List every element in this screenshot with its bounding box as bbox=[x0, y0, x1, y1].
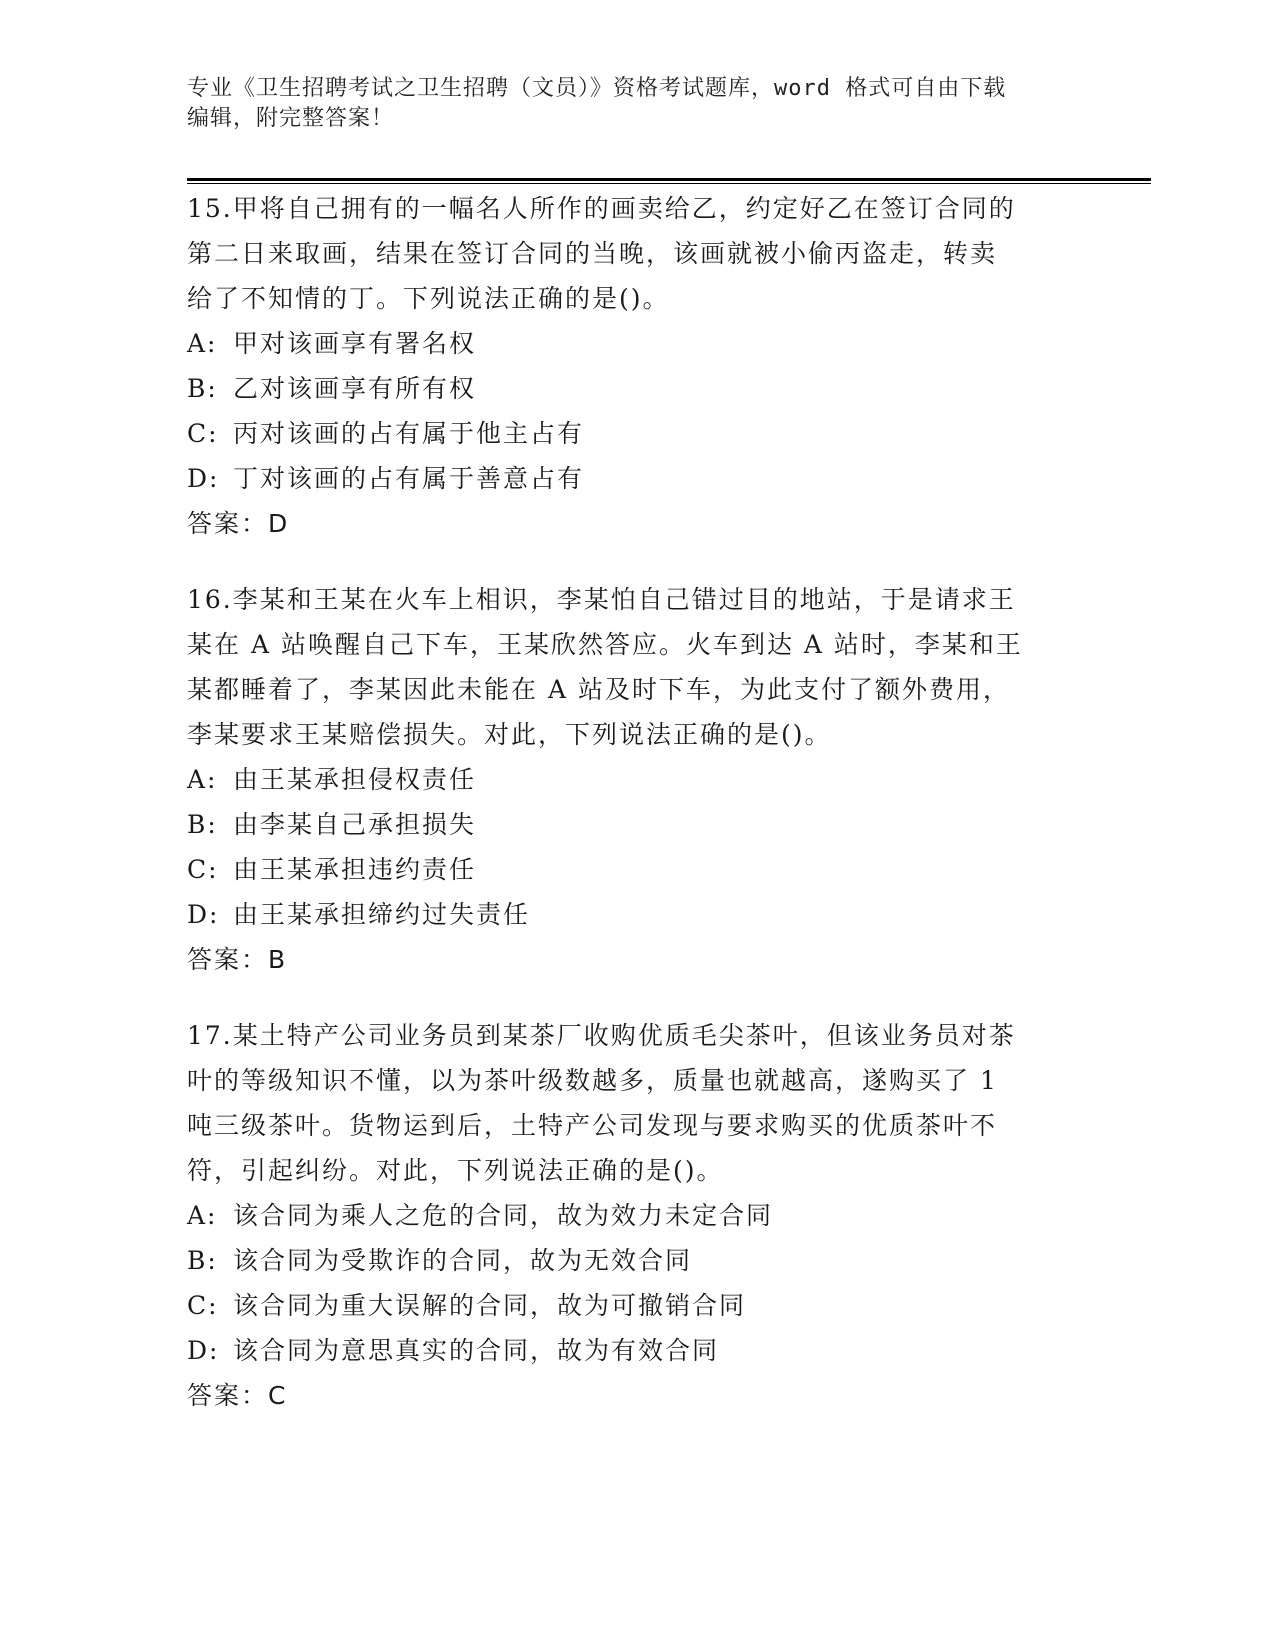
header-line-2: 编辑，附完整答案！ bbox=[187, 106, 395, 131]
option-text: 丙对该画的占有属于他主占有 bbox=[233, 419, 585, 448]
option-key: B: bbox=[187, 1246, 218, 1275]
question-text-line: 李某要求王某赔偿损失。对此，下列说法正确的是()。 bbox=[187, 720, 832, 749]
option-d bbox=[187, 892, 1087, 937]
option-key: C: bbox=[187, 855, 219, 884]
question-17 bbox=[187, 1013, 1087, 1418]
option-c bbox=[187, 411, 1087, 456]
option-b bbox=[187, 1238, 1087, 1283]
question-text-line: 第二日来取画，结果在签订合同的当晚，该画就被小偷丙盗走，转卖 bbox=[187, 239, 998, 268]
option-text: 由王某承担违约责任 bbox=[233, 855, 477, 884]
option-text: 该合同为受欺诈的合同，故为无效合同 bbox=[233, 1246, 693, 1275]
question-text-line: 15.甲将自己拥有的一幅名人所作的画卖给乙，约定好乙在签订合同的 bbox=[187, 194, 1016, 223]
option-d bbox=[187, 1328, 1087, 1373]
header-divider-thick bbox=[187, 178, 1151, 181]
option-key: A: bbox=[187, 1201, 218, 1230]
option-key: A: bbox=[187, 765, 218, 794]
question-text-line: 给了不知情的丁。下列说法正确的是()。 bbox=[187, 284, 670, 313]
option-text: 乙对该画享有所有权 bbox=[233, 374, 477, 403]
option-a bbox=[187, 757, 1087, 802]
header-divider-thin bbox=[187, 183, 1151, 184]
option-key: B: bbox=[187, 810, 218, 839]
question-text-line: 吨三级茶叶。货物运到后，土特产公司发现与要求购买的优质茶叶不 bbox=[187, 1111, 998, 1140]
option-c bbox=[187, 1283, 1087, 1328]
answer-label: 答案：C bbox=[187, 1381, 288, 1410]
option-b bbox=[187, 366, 1087, 411]
option-key: C: bbox=[187, 1291, 219, 1320]
option-key: A: bbox=[187, 329, 218, 358]
question-16 bbox=[187, 577, 1087, 982]
option-key: B: bbox=[187, 374, 218, 403]
answer-label: 答案：D bbox=[187, 509, 290, 538]
option-d bbox=[187, 456, 1087, 501]
header-line-1: 专业《卫生招聘考试之卫生招聘（文员）》资格考试题库，word 格式可自由下载 bbox=[187, 76, 1007, 101]
question-15 bbox=[187, 186, 1087, 546]
option-c bbox=[187, 847, 1087, 892]
option-text: 该合同为意思真实的合同，故为有效合同 bbox=[233, 1336, 720, 1365]
option-key: C: bbox=[187, 419, 219, 448]
option-text: 由王某承担侵权责任 bbox=[233, 765, 477, 794]
question-text-line: 符，引起纠纷。对此，下列说法正确的是()。 bbox=[187, 1156, 724, 1185]
option-key: D: bbox=[187, 900, 220, 929]
question-text-line: 17.某土特产公司业务员到某茶厂收购优质毛尖茶叶，但该业务员对茶 bbox=[187, 1021, 1016, 1050]
question-text-line: 16.李某和王某在火车上相识，李某怕自己错过目的地站，于是请求王 bbox=[187, 585, 1016, 614]
option-text: 丁对该画的占有属于善意占有 bbox=[233, 464, 585, 493]
document-header bbox=[187, 74, 1087, 134]
question-text-line: 某都睡着了，李某因此未能在 A 站及时下车，为此支付了额外费用， bbox=[187, 675, 1010, 704]
option-b bbox=[187, 802, 1087, 847]
option-key: D: bbox=[187, 1336, 220, 1365]
option-text: 由王某承担缔约过失责任 bbox=[233, 900, 531, 929]
answer-label: 答案：B bbox=[187, 945, 288, 974]
option-text: 该合同为乘人之危的合同，故为效力未定合同 bbox=[233, 1201, 774, 1230]
option-text: 由李某自己承担损失 bbox=[233, 810, 477, 839]
question-text-line: 叶的等级知识不懂，以为茶叶级数越多，质量也就越高，遂购买了 1 bbox=[187, 1066, 998, 1095]
option-text: 该合同为重大误解的合同，故为可撤销合同 bbox=[233, 1291, 747, 1320]
option-text: 甲对该画享有署名权 bbox=[233, 329, 477, 358]
question-text-line: 某在 A 站唤醒自己下车，王某欣然答应。火车到达 A 站时，李某和王 bbox=[187, 630, 1023, 659]
option-a bbox=[187, 321, 1087, 366]
option-a bbox=[187, 1193, 1087, 1238]
option-key: D: bbox=[187, 464, 220, 493]
